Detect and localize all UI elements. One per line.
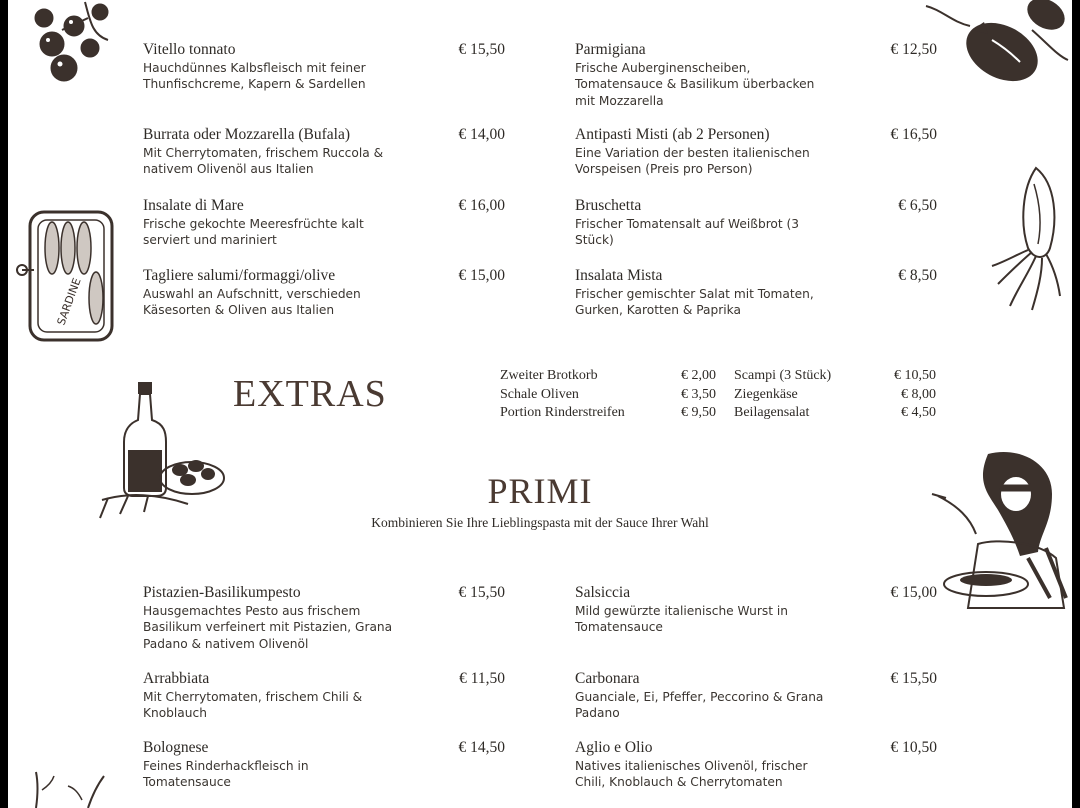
item-name: Parmigiana [575,41,646,58]
item-description: Hauchdünnes Kalbsfleisch mit feiner Thunfischcreme, Kapern & Sardellen [143,61,366,92]
extras-item-price: € 2,00 [681,368,716,383]
squid-icon [988,164,1072,314]
item-description: Frischer Tomatensalt auf Weißbrot (3 Stück) [575,217,800,248]
extras-item-name: Schale Oliven [500,387,579,402]
menu-page [8,0,1072,808]
sardine-can-icon [12,208,118,344]
extras-heading: EXTRAS [233,373,387,415]
item-price: € 15,00 [890,584,937,601]
item-price: € 14,50 [458,739,505,756]
item-name: Aglio e Olio [575,739,653,756]
extras-item-name: Zweiter Brotkorb [500,368,598,383]
primi-subtitle: Kombinieren Sie Ihre Lieblingspasta mit der Sauce Ihrer Wahl [371,515,709,530]
item-description: Eine Variation der besten italienischen Vorspeisen (Preis pro Person) [575,146,810,177]
item-description: Natives italienisches Olivenöl, frischer Chili, Knoblauch & Cherrytomaten [575,759,808,790]
item-price: € 15,50 [890,670,937,687]
cherry-tomatoes-icon [30,0,120,92]
menu-item-burrata [143,126,383,178]
item-name: Arrabbiata [143,670,210,687]
item-description: Hausgemachtes Pesto aus frischem Basilikum verfeinert mit Pistazien, Grana Padano & nativem Olivenöl [143,604,393,651]
item-description: Guanciale, Ei, Pfeffer, Peccorino & Grana Padano [575,690,824,721]
item-name: Bruschetta [575,197,642,214]
eggplant-icon [922,0,1072,94]
menu-item-bolognese [143,739,309,791]
menu-item-carbonara [575,670,823,722]
herb-sprig-icon [22,770,112,808]
menu-item-salsiccia [575,584,788,636]
item-description: Frische gekochte Meeresfrüchte kalt serviert und mariniert [143,217,364,248]
item-name: Antipasti Misti (ab 2 Personen) [575,126,770,143]
item-name: Burrata oder Mozzarella (Bufala) [143,126,350,143]
item-description: Frische Auberginenscheiben, Tomatensauce & Basilikum überbacken mit Mozzarella [575,61,815,108]
item-price: € 12,50 [890,41,937,58]
item-description: Mild gewürzte italienische Wurst in Tomatensauce [575,604,789,635]
item-price: € 11,50 [459,670,505,687]
item-description: Mit Cherrytomaten, frischem Ruccola & nativem Olivenöl aus Italien [143,146,384,177]
menu-item-insalate-di-mare [143,197,364,249]
menu-item-insalata-mista [575,267,814,319]
item-name: Insalata Mista [575,267,663,284]
extras-item-name: Ziegenkäse [734,387,798,402]
menu-item-antipasti-misti [575,126,810,178]
item-price: € 16,50 [890,126,937,143]
menu-item-vitello-tonnato [143,41,366,93]
item-name: Vitello tonnato [143,41,236,58]
item-description: Frischer gemischter Salat mit Tomaten, Gurken, Karotten & Paprika [575,287,814,318]
item-description: Mit Cherrytomaten, frischem Chili & Knoblauch [143,690,363,721]
extras-item-price: € 3,50 [681,387,716,402]
item-description: Feines Rinderhackfleisch in Tomatensauce [143,759,309,790]
menu-item-pistazien-pesto [143,584,392,652]
extras-item-name: Scampi (3 Stück) [734,368,832,383]
item-price: € 8,50 [898,267,937,284]
extras-item-price: € 8,00 [901,387,936,402]
item-price: € 10,50 [890,739,937,756]
item-name: Bolognese [143,739,209,756]
extras-item-name: Beilagensalat [734,405,810,420]
item-name: Tagliere salumi/formaggi/olive [143,267,336,284]
menu-item-arrabbiata [143,670,362,722]
menu-item-aglio-e-olio [575,739,808,791]
item-price: € 15,00 [458,267,505,284]
item-price: € 15,50 [458,41,505,58]
item-name: Pistazien-Basilikumpesto [143,584,301,601]
menu-item-tagliere [143,267,361,319]
extras-item-price: € 4,50 [901,405,936,420]
svg-text:SARDINE: SARDINE [54,276,84,328]
item-price: € 15,50 [458,584,505,601]
extras-item-price: € 10,50 [894,368,936,383]
extras-item-price: € 9,50 [681,405,716,420]
item-description: Auswahl an Aufschnitt, verschieden Käsesorten & Oliven aus Italien [143,287,361,318]
item-name: Carbonara [575,670,640,687]
menu-item-parmigiana [575,41,814,109]
item-name: Insalate di Mare [143,197,244,214]
extras-item-name: Portion Rinderstreifen [500,405,625,420]
item-price: € 16,00 [458,197,505,214]
item-price: € 14,00 [458,126,505,143]
menu-item-bruschetta [575,197,799,249]
primi-heading: PRIMI [487,471,593,511]
item-name: Salsiccia [575,584,631,601]
item-price: € 6,50 [898,197,937,214]
